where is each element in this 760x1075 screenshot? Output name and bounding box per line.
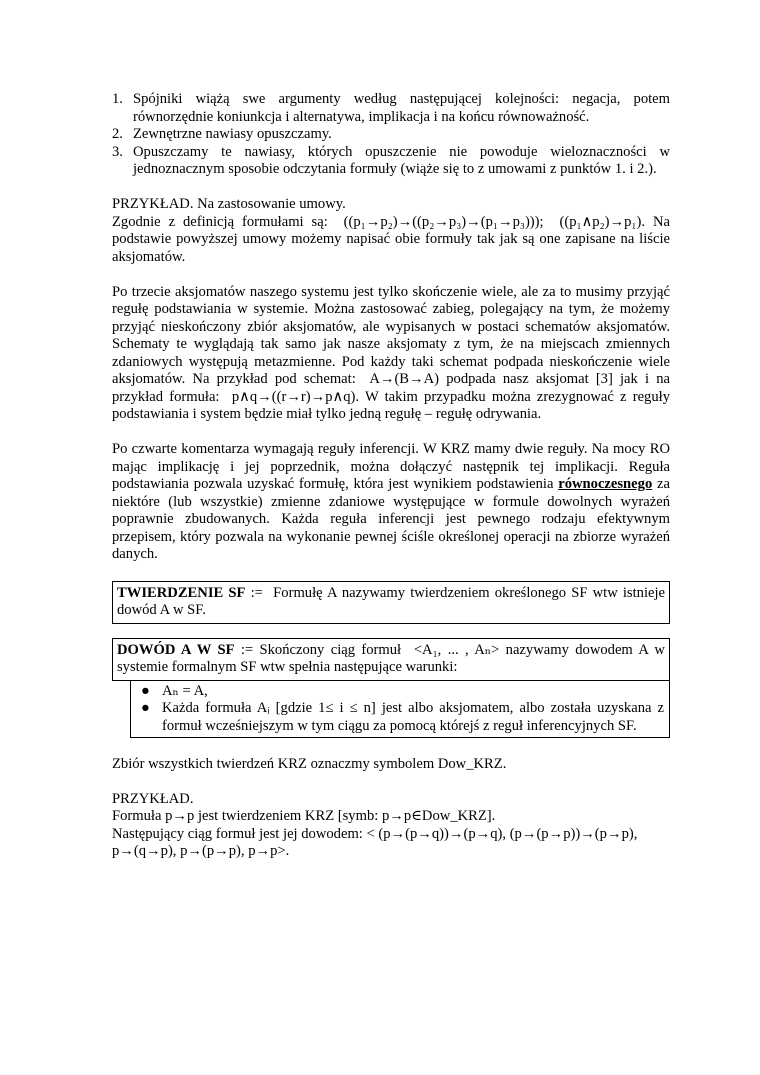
list-text: Spójniki wiążą swe argumenty według następującej kolejności: negacja, potem równorzędnie koniunkcja i alternatywa, implikacja i na końcu równoważność. — [133, 91, 670, 125]
formula: ((p₁∧p₂)→p₁). — [559, 213, 646, 230]
example-line: Formuła p→p jest twierdzeniem KRZ [symb: p→p∈Dow_KRZ]. — [112, 808, 496, 824]
list-item: ● Każda formuła Aᵢ [gdzie 1≤ i ≤ n] jest albo aksjomatem, albo została uzyskana z formuł wcześniejszym w tym ciągu za pomocą którejś z reguł inferencyjnych SF. — [141, 700, 664, 734]
list-number: 2. — [112, 126, 123, 142]
document-page — [112, 91, 670, 861]
formula: <A₁, ... , Aₙ> — [413, 641, 500, 658]
formula: ((p₁→p₂)→((p₂→p₃)→(p₁→p₃))); — [343, 213, 544, 230]
list-text: Zewnętrzne nawiasy opuszczamy. — [133, 126, 332, 142]
list-item: ● Aₙ = A, — [141, 682, 208, 699]
example-paragraph: Zgodnie z definicją formułami są: ((p₁→p₂)→((p₂→p₃)→(p₁→p₃))); ((p₁∧p₂)→p₁). Na podstawie powyższej umowy możemy napisać obie formuły tak jak są one zapisane na liście aksjomatów. — [112, 213, 670, 265]
list-number: 1. — [112, 91, 123, 107]
proof-definition-box: DOWÓD A W SF := Skończony ciąg formuł <A₁, ... , Aₙ> nazywamy dowodem A w systemie formalnym SF wtw spełnia następujące warunki: — [112, 638, 670, 681]
theorem-definition-box: TWIERDZENIE SF := Formułę A nazywamy twierdzeniem określonego SF wtw istnieje dowód A w SF. — [112, 581, 670, 624]
convention-item — [112, 126, 670, 144]
bullet-icon: ● — [141, 700, 150, 716]
example-heading: PRZYKŁAD. Na zastosowanie umowy. — [112, 196, 346, 212]
definition-term: DOWÓD A W SF — [117, 641, 235, 658]
formula: p∧q→((r→r)→p∧q). — [231, 388, 360, 405]
formula: A→(B→A) — [369, 371, 440, 387]
convention-item — [112, 144, 670, 179]
definition-term: TWIERDZENIE SF — [117, 584, 246, 601]
paragraph-inference-rules: Po czwarte komentarza wymagają reguły inferencji. W KRZ mamy dwie reguły. Na mocy RO mając implikację i jej poprzednik, można dołączyć następnik tej implikacji. Reguła podstawiania pozwala uzyskać formułę, która jest wynikiem podstawienia równoczesnego za niektóre (lub wszystkie) zmienne zdaniowe występujące w formule dowolnych wyrażeń poprawnie zbudowanych. Każda reguła inferencji jest pewnego rodzaju efektywnym przepisem, który pozwala na wykonanie pewnej ściśle określonej operacji na zbiorze wyrażeń danych. — [112, 441, 670, 562]
bullet-icon: ● — [141, 682, 150, 699]
example-line: Następujący ciąg formuł jest jej dowodem: < (p→(p→q))→(p→q), (p→(p→p))→(p→p), p→(q→p), p→(p→p), p→p>. — [112, 825, 638, 859]
paragraph-axiom-schemes: Po trzecie aksjomatów naszego systemu jest tylko skończenie wiele, ale za to musimy przyjąć regułę podstawiania w systemie. Można zastosować zabieg, polegający na tym, że możemy przyjąć nieskończony zbiór aksjomatów, ale wypisanych w postaci schematów aksjomatów. Schematy te wyglądają tak samo jak nasze aksjomaty z tym, że na miejscach zmiennych zdaniowych występują metazmienne. Pod każdy taki schemat podpada nieskończenie wiele aksjomatów. Na przykład pod schemat: A→(B→A) podpada nasz aksjomat [3] jak i na przykład formuła: p∧q→((r→r)→p∧q). W takim przypadku można zrezygnować z reguły podstawiania i system będzie miał tylko jedną regułę – regułę odrywania. — [112, 283, 671, 422]
convention-item — [112, 91, 670, 126]
emphasis: równoczesnego — [558, 476, 653, 492]
list-number: 3. — [112, 143, 123, 160]
dow-definition: Zbiór wszystkich twierdzeń KRZ oznaczmy symbolem Dow_KRZ. — [112, 755, 507, 772]
example-heading: PRZYKŁAD. — [112, 790, 194, 807]
list-text: Opuszczamy te nawiasy, których opuszczenie nie powoduje wieloznaczności w jednoznacznym sposobie odczytania formuły (wiąże się to z umowami z punktów 1. i 2.). — [133, 143, 670, 177]
proof-conditions-box — [130, 681, 670, 739]
convention-list — [112, 91, 670, 179]
